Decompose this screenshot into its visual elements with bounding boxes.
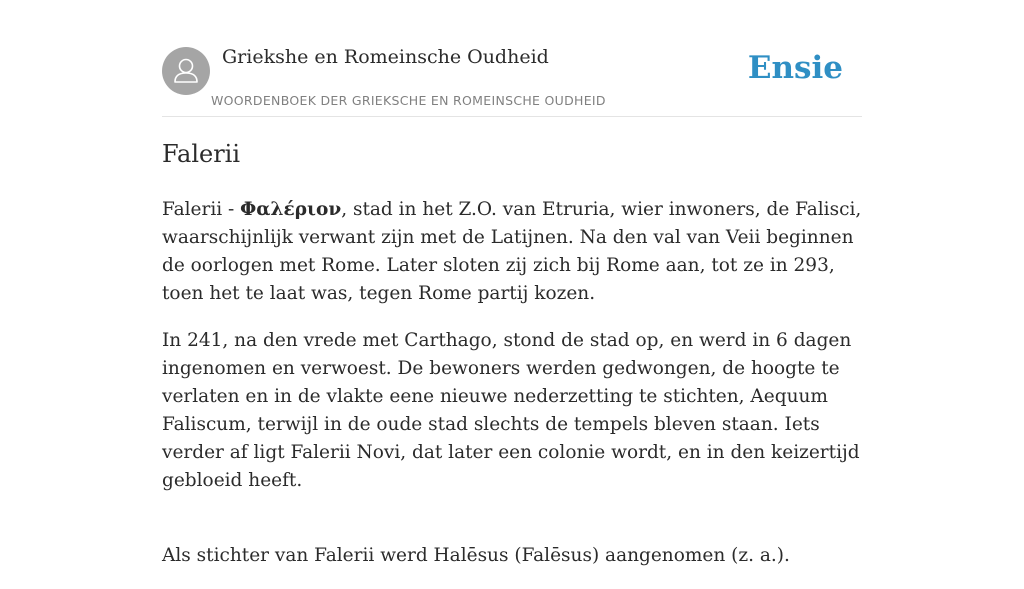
- greek-term: Φαλέριον: [240, 199, 342, 220]
- page-header: [162, 46, 862, 117]
- ensie-logo[interactable]: Ensie: [747, 50, 843, 86]
- article-paragraph-2: In 241, na den vrede met Carthago, stond de stad op, en werd in 6 dagen ingenomen en verwoest. De bewoners werden gedwongen, de hoogte te verlaten en in de vlakte eene nieuwe nederzetting te stichten, Aequum Faliscum, terwijl in de oude stad slechts de tempels bleven staan. Iets verder af ligt Falerii Novi, dat later een colonie wordt, en in den keizertijd gebloeid heeft.: [162, 330, 860, 491]
- paragraph-lead: Falerii -: [162, 199, 241, 220]
- source-subtitle: WOORDENBOEK DER GRIEKSCHE EN ROMEINSCHE OUDHEID: [211, 93, 606, 108]
- source-avatar[interactable]: [162, 47, 210, 95]
- user-icon: [162, 47, 210, 95]
- page-title: Falerii: [162, 140, 241, 168]
- source-title-link[interactable]: Griekshe en Romeinsche Oudheid: [222, 46, 549, 68]
- article-paragraph-1: [162, 196, 862, 308]
- paragraph-text: , stad in het Z.O. van Etruria, wier inwoners, de Falisci, waarschijnlijk verwant zijn met de Latijnen. Na den val van Veii beginnen de oorlogen met Rome. Later sloten zij zich bij Rome aan, tot ze in 293, toen het te laat was, tegen Rome partij kozen.: [162, 199, 862, 304]
- article-paragraph-3: Als stichter van Falerii werd Halēsus (Falēsus) aangenomen (z. a.).: [162, 545, 790, 566]
- paragraph-spacer: [162, 514, 862, 542]
- article: [162, 136, 862, 589]
